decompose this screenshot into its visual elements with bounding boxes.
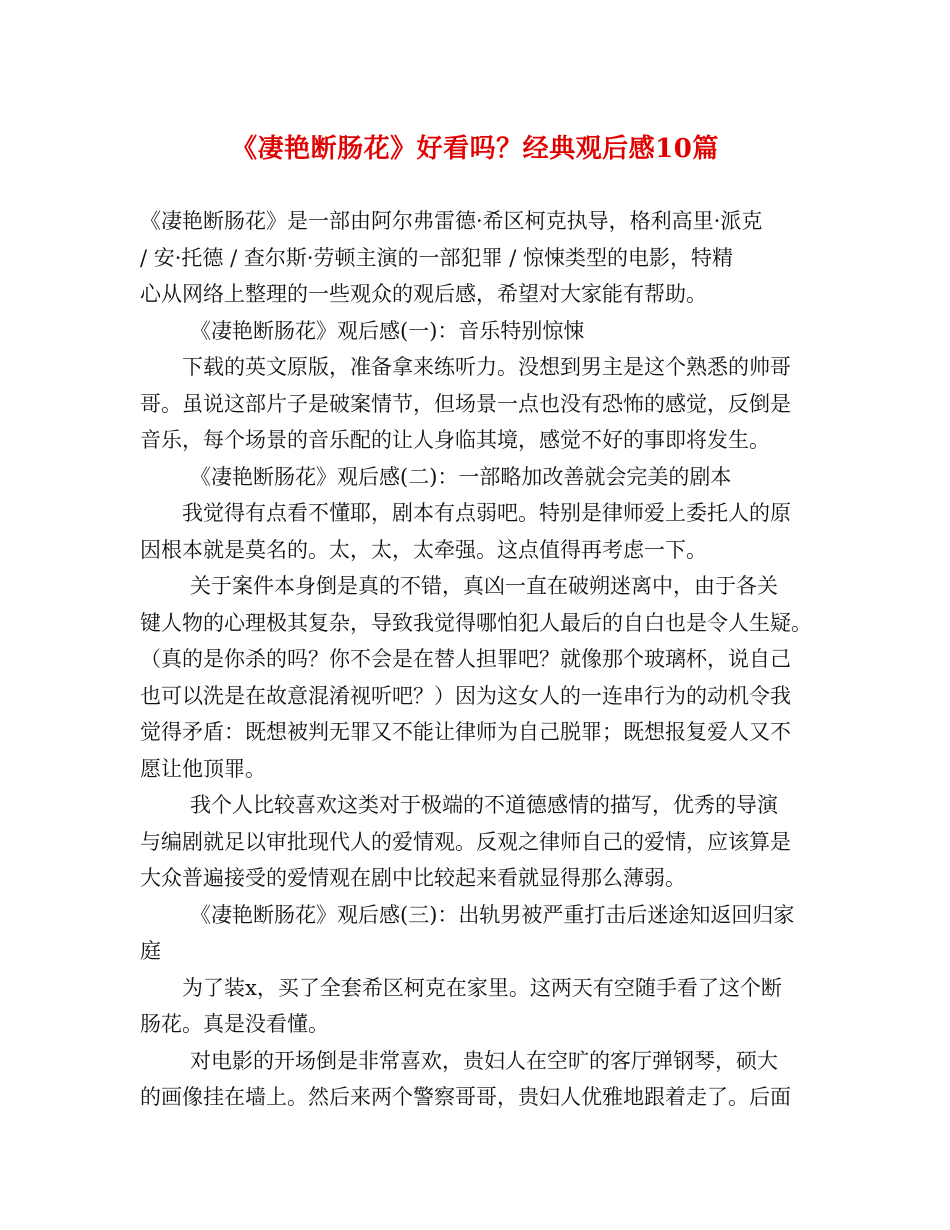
paragraph-line: / 安·托德 / 查尔斯·劳顿主演的一部犯罪 / 惊悚类型的电影，特精 [140, 245, 733, 270]
paragraph-line: 与编剧就足以审批现代人的爱情观。反观之律师自己的爱情，应该算是 [140, 829, 791, 854]
paragraph-line: 愿让他顶罪。 [140, 756, 266, 781]
paragraph-line: （真的是你杀的吗？你不会是在替人担罪吧？就像那个玻璃杯，说自己 [140, 647, 791, 671]
paragraph-line: 也可以洗是在故意混淆视听吧？）因为这女人的一连串行为的动机令我 [140, 683, 791, 708]
paragraph-line: 因根本就是莫名的。太，太，太牵强。这点值得再考虑一下。 [140, 537, 707, 562]
section-heading: 《凄艳断肠花》观后感(三)：出轨男被严重打击后迷途知返回归家 [190, 902, 795, 927]
paragraph-line: 心从网络上整理的一些观众的观后感，希望对大家能有帮助。 [140, 282, 707, 306]
page-title: 《凄艳断肠花》好看吗？经典观后感10篇 [231, 134, 719, 164]
article-body [140, 203, 820, 1116]
paragraph-line: 对电影的开场倒是非常喜欢，贵妇人在空旷的客厅弹钢琴，硕大 [190, 1048, 778, 1073]
paragraph-line: 我个人比较喜欢这类对于极端的不道德感情的描写，优秀的导演 [190, 793, 778, 817]
section-heading: 《凄艳断肠花》观后感(二)：一部略加改善就会完美的剧本 [190, 464, 732, 489]
paragraph-line: 为了装x，买了全套希区柯克在家里。这两天有空随手看了这个断 [182, 975, 782, 1000]
paragraph-line: 下载的英文原版，准备拿来练听力。没想到男主是这个熟悉的帅哥 [182, 355, 791, 379]
section-heading: 《凄艳断肠花》观后感(一)：音乐特别惊悚 [190, 318, 585, 343]
paragraph-line: 大众普遍接受的爱情观在剧中比较起来看就显得那么薄弱。 [140, 866, 686, 890]
paragraph-line: 《凄艳断肠花》是一部由阿尔弗雷德·希区柯克执导，格利高里·派克 [140, 209, 763, 233]
paragraph-line: 哥。虽说这部片子是破案情节，但场景一点也没有恐怖的感觉，反倒是 [140, 391, 791, 416]
paragraph-line: 音乐，每个场景的音乐配的让人身临其境，感觉不好的事即将发生。 [140, 428, 770, 452]
section-heading-continued: 庭 [140, 939, 161, 963]
paragraph-line: 肠花。真是没看懂。 [140, 1012, 329, 1036]
paragraph-line: 我觉得有点看不懂耶，剧本有点弱吧。特别是律师爱上委托人的原 [182, 501, 791, 525]
paragraph-line: 键人物的心理极其复杂，导致我觉得哪怕犯人最后的自白也是令人生疑。 [140, 610, 812, 635]
paragraph-line: 的画像挂在墙上。然后来两个警察哥哥，贵妇人优雅地跟着走了。后面 [140, 1085, 791, 1109]
paragraph-line: 关于案件本身倒是真的不错，真凶一直在破朔迷离中，由于各关 [190, 574, 778, 598]
paragraph-line: 觉得矛盾：既想被判无罪又不能让律师为自己脱罪；既想报复爱人又不 [140, 720, 791, 744]
